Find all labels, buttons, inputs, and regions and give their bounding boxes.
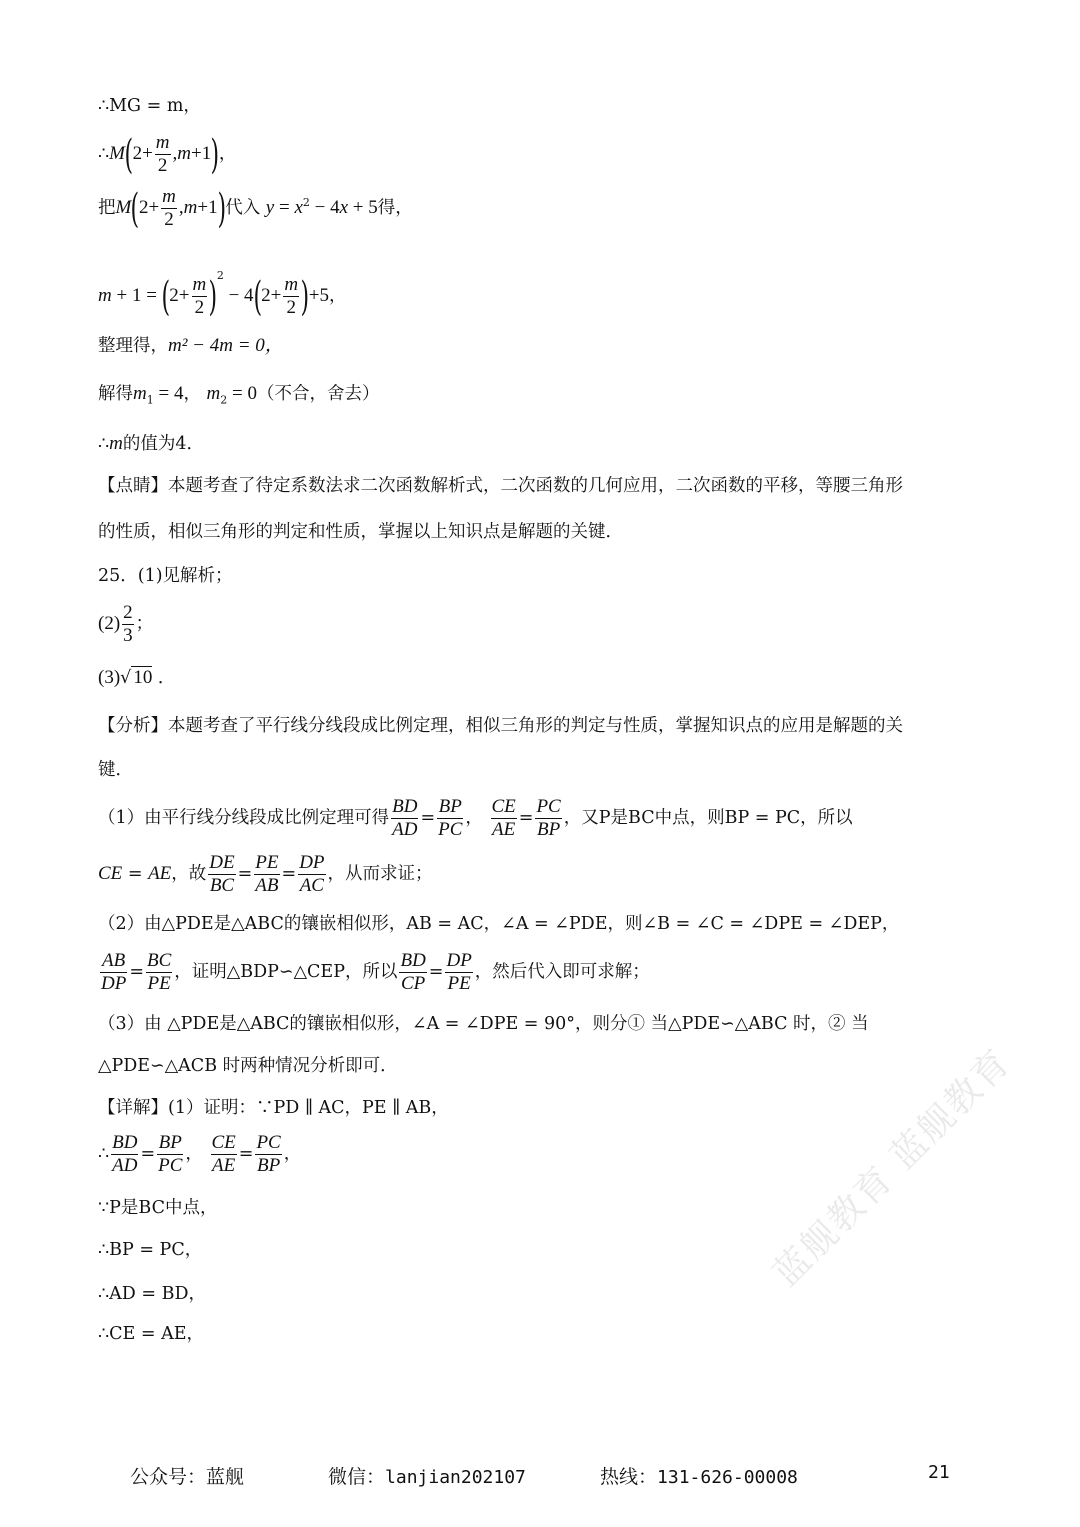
fenxi-line2: 键． — [98, 760, 133, 780]
footer-wechat: 微信：lanjian202107 — [328, 1466, 526, 1488]
analysis-part3: （3）由 △PDE是△ABC的镶嵌相似形，∠A = ∠DPE = 90°，则分① 当△PDE∽△ABC 时，② 当 — [98, 1014, 869, 1034]
line-solve: 解得$m_1 = 4$， $m_2 = 0$（不合，舍去） — [98, 383, 380, 407]
analysis-part3-cont: △PDE∽△ACB 时两种情况分析即可． — [98, 1056, 398, 1076]
q25-answer-2: (2) $\frac{2}{3}$ ； — [98, 602, 154, 646]
line-substitute: 把M(2+ $\frac{m}{2}$ ,m+1)代入 $y = x^2 - 4x + 5$得， — [98, 185, 413, 232]
dianjing-line2: 的性质，相似三角形的判定和性质，掌握以上知识点是解题的关键． — [98, 522, 623, 542]
detail-ad-bd: ∴AD = BD， — [98, 1284, 206, 1304]
line-m-value: ∴m的值为4． — [98, 433, 205, 454]
detail-ratios: ∴ $\frac{BD}{AD}$ = $\frac{BP}{PC}$ ， $\frac{CE}{AE}$ = $\frac{PC}{BP}$ ， — [98, 1132, 302, 1176]
page-number: 21 — [928, 1462, 950, 1483]
fenxi-line1: 【分析】本题考查了平行线分线段成比例定理，相似三角形的判定与性质，掌握知识点的应用是解题的关 — [98, 716, 903, 736]
line-equation: m + 1 = (2+ $\frac{m}{2}$ )$^2$ − 4(2+ $\frac{m}{2}$ )+5， — [98, 269, 347, 320]
footer-hotline: 热线：131-626-00008 — [600, 1466, 798, 1488]
q25-answer-3: (3)√ 10 ． — [98, 667, 176, 688]
q25-answer-1: 25．(1)见解析； — [98, 566, 233, 586]
analysis-part2-cont: $\frac{AB}{DP}$ = $\frac{BC}{PE}$ ，证明△BDP∽△CEP，所以 $\frac{BD}{CP}$ = $\frac{DP}{PE}$ ，然后代入即可求解； — [101, 950, 650, 994]
detail-ce-ae: ∴CE = AE， — [98, 1324, 204, 1344]
dianjing-line1: 【点睛】本题考查了待定系数法求二次函数解析式，二次函数的几何应用，二次函数的平移，等腰三角形 — [98, 476, 903, 496]
footer-account: 公众号：蓝舰 — [130, 1466, 245, 1488]
analysis-part1-cont: CE = AE，故 $\frac{DE}{BC}$ = $\frac{PE}{AB}$ = $\frac{DP}{AC}$ ，从而求证； — [98, 852, 433, 896]
line-mg-eq-m: ∴MG = m， — [98, 96, 201, 116]
line-point-m: ∴M(2+ $\frac{m}{2}$ ,m+1)， — [98, 131, 237, 178]
analysis-part1: （1）由平行线分线段成比例定理可得 $\frac{BD}{AD}$ = $\frac{BP}{PC}$ ， $\frac{CE}{AE}$ = $\frac{PC}{BP}$ ，又P是BC中点，则BP = PC，所以 — [98, 796, 853, 840]
detail-proof-start: 【详解】(1）证明：∵PD ∥ AC，PE ∥ AB， — [98, 1098, 449, 1118]
analysis-part2: （2）由△PDE是△ABC的镶嵌相似形，AB = AC，∠A = ∠PDE，则∠B = ∠C = ∠DPE = ∠DEP， — [98, 914, 900, 934]
detail-midpoint: ∵P是BC中点， — [98, 1198, 218, 1218]
line-simplify: 整理得，m² − 4m = 0， — [98, 335, 284, 356]
watermark: 蓝舰教育 蓝舰教育 — [765, 1041, 1020, 1295]
detail-bp-pc: ∴BP = PC， — [98, 1240, 203, 1260]
